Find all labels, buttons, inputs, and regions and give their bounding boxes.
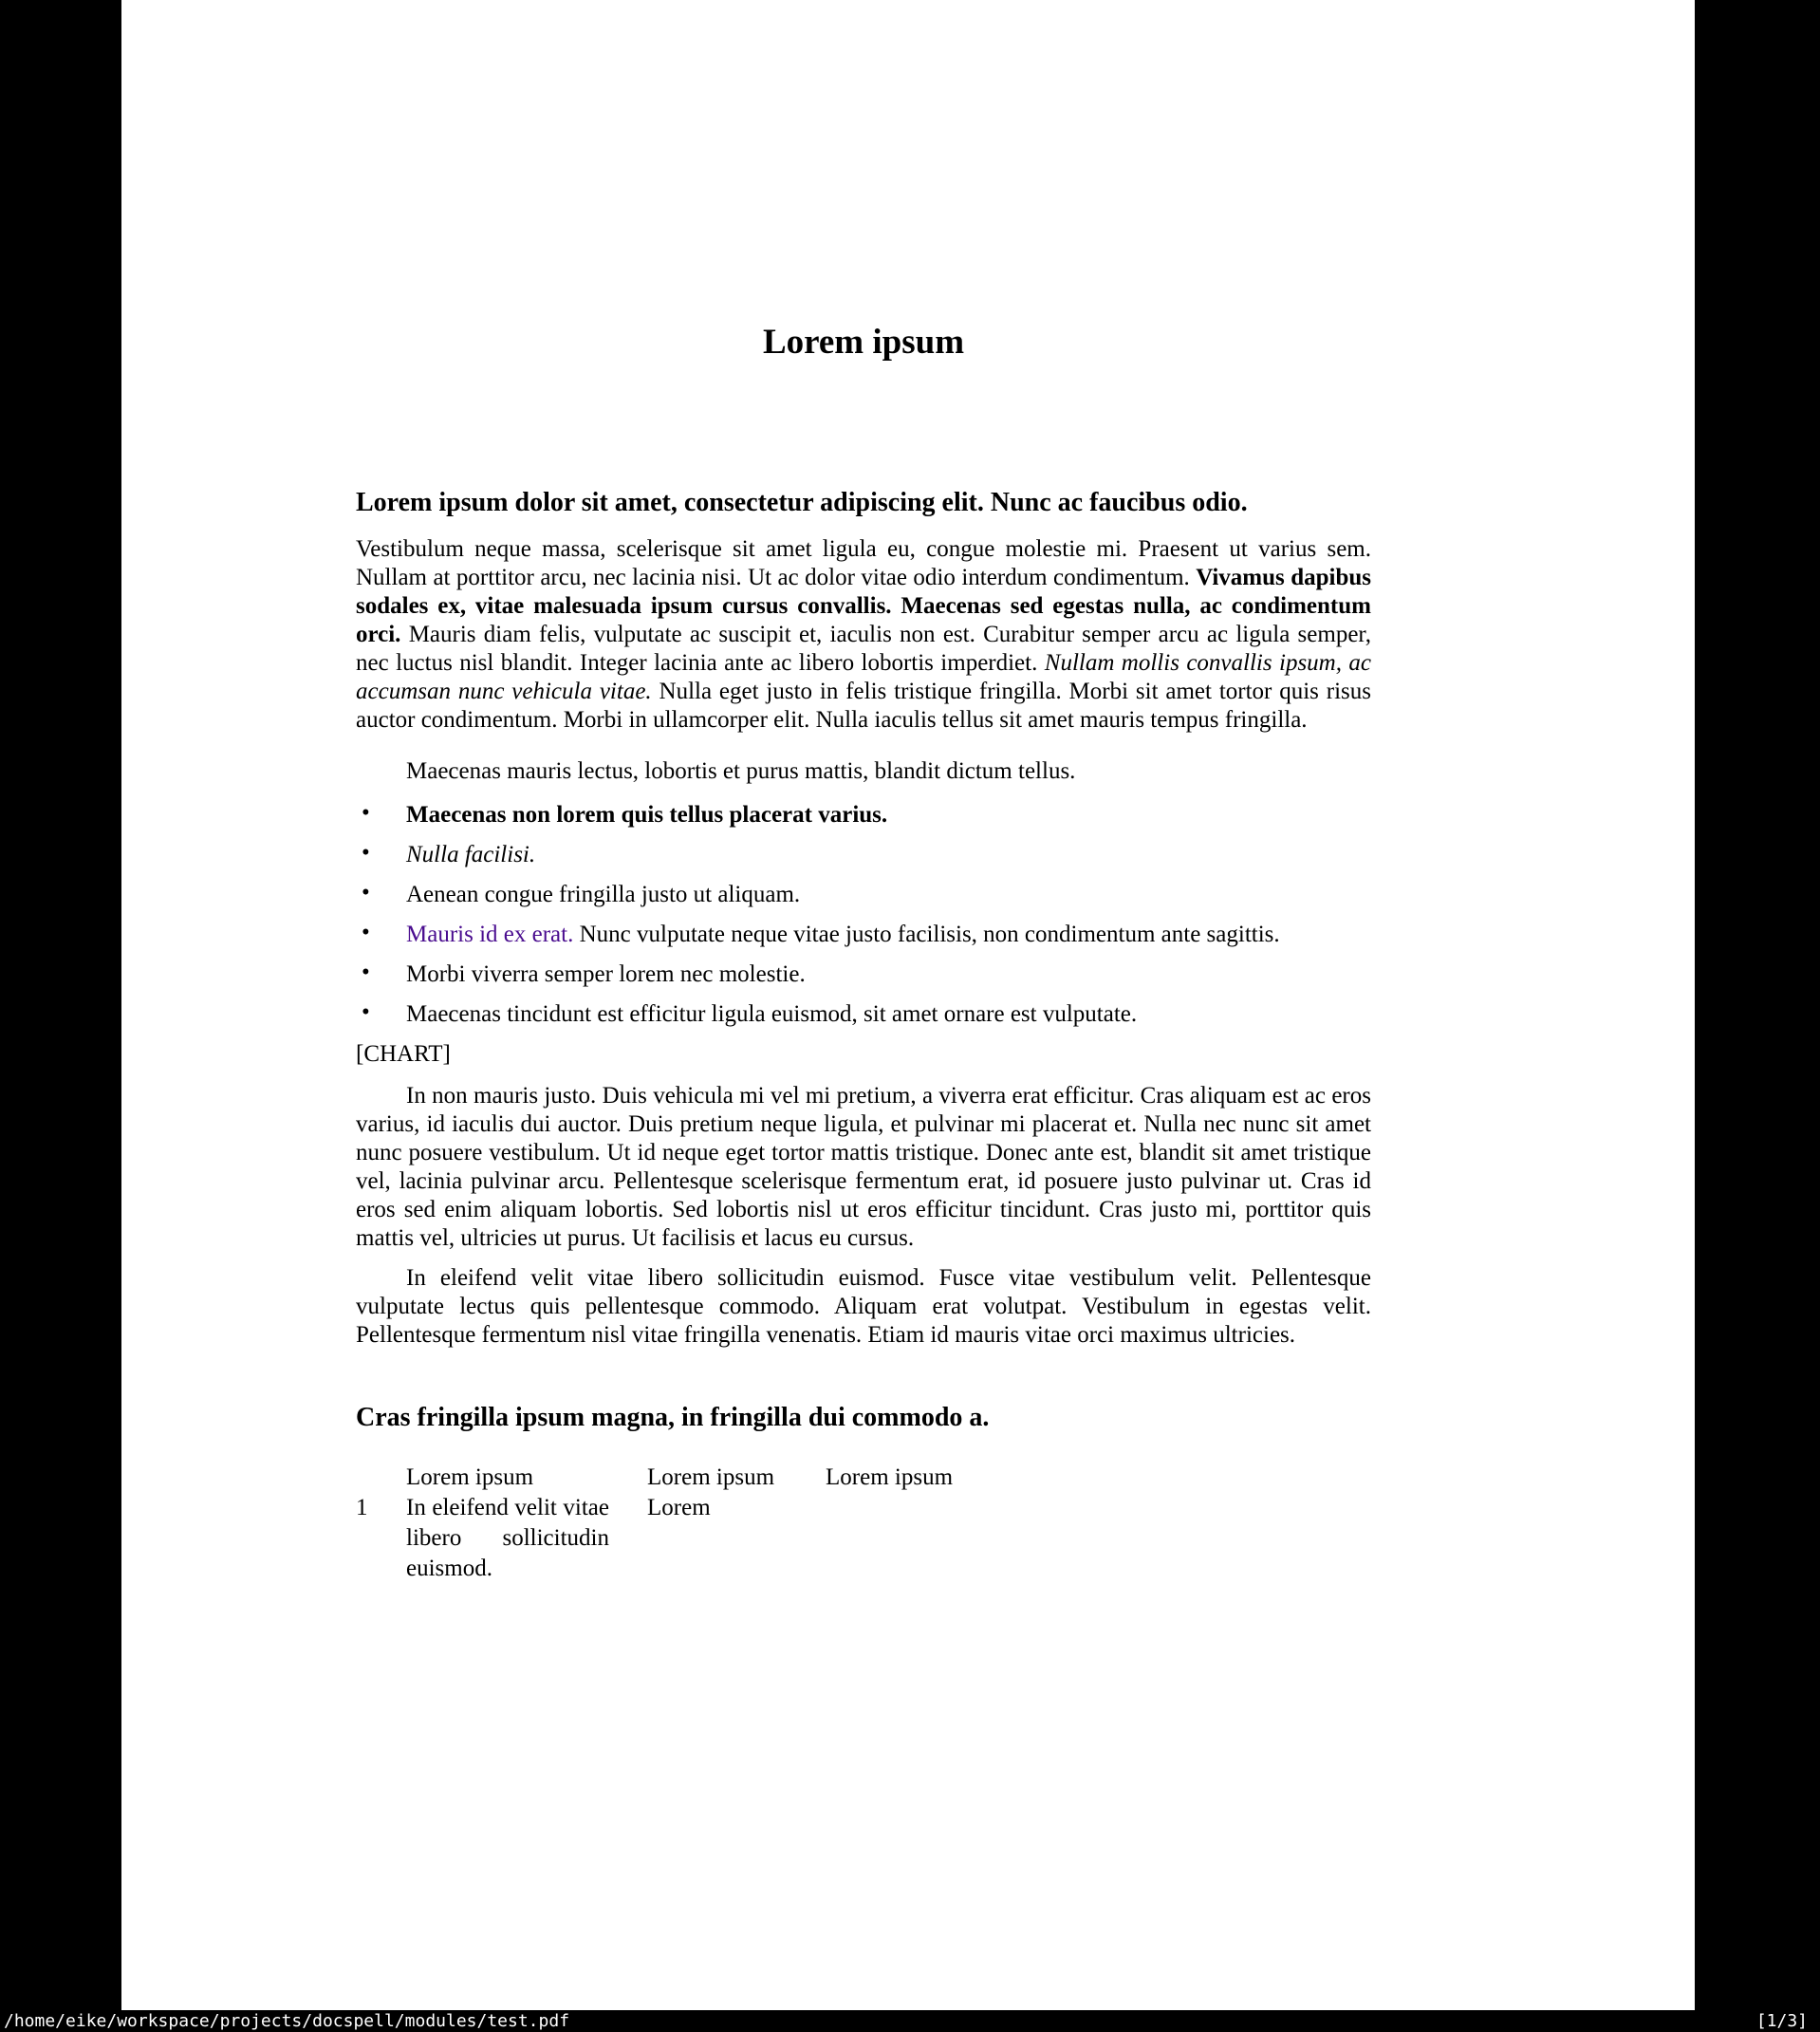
paragraph-1-text: Vestibulum neque massa, scelerisque sit amet ligula eu, congue molestie mi. Praesent ut varius sem. Nullam at porttitor arcu, nec lacinia nisi. Ut ac dolor vitae odio interdum condimentum. [356, 536, 1371, 591]
statusbar-file-path: /home/eike/workspace/projects/docspell/modules/test.pdf [4, 2011, 570, 2031]
table-header: Lorem ipsum [647, 1463, 775, 1490]
statusbar [0, 2010, 1820, 2032]
section-heading-1: Lorem ipsum dolor sit amet, consectetur adipiscing elit. Nunc ac faucibus odio. [356, 487, 1248, 517]
paragraph-1 [356, 535, 1371, 735]
list-item [356, 960, 1371, 989]
table-cell [826, 1493, 1110, 1584]
paragraph-4: In eleifend velit vitae libero sollicitudin euismod. Fusce vitae vestibulum velit. Pellentesque vulputate lectus quis pellentesque commodo. Aliquam erat volutpat. Vestibulum in egestas velit. Pellentesque fermentum nisl vitae fringilla venenatis. Etiam id mauris vitae orci maximus ultricies. [356, 1265, 1371, 1349]
paragraph-1-text: Mauris diam felis, vulputate ac suscipit et, iaculis non est. Curabitur semper arcu ac ligula semper, nec luctus nisl blandit. Integer lacinia ante ac libero lobortis imperdiet. [356, 622, 1371, 677]
statusbar-page-indicator: [1/3] [1755, 2011, 1808, 2031]
table-row [356, 1493, 1110, 1584]
link-text[interactable]: Mauris id ex erat. [406, 922, 574, 948]
paragraph-1-text: Nulla eget justo in felis tristique fringilla. Morbi sit amet tortor quis risus auctor condimentum. Morbi in ullamcorper elit. Nulla iaculis tellus sit amet mauris tempus fringilla. [356, 679, 1371, 734]
list-item [356, 1000, 1371, 1029]
list-item-text: Aenean congue fringilla justo ut aliquam. [406, 882, 801, 908]
list-item-text: Nunc vulputate neque vitae justo facilisis, non condimentum ante sagittis. [579, 922, 1280, 948]
row-number: 1 [356, 1494, 368, 1520]
list-item [356, 921, 1371, 949]
paragraph-1-italic-text: Nullam mollis convallis ipsum, ac accumsan nunc vehicula vitae. [356, 650, 1371, 705]
bullet-icon: • [362, 880, 370, 906]
bullet-list [356, 801, 1371, 1029]
table-cell: In eleifend velit vitae libero sollicitudin euismod. [406, 1494, 609, 1581]
list-item [356, 841, 1371, 869]
table-header: Lorem ipsum [826, 1463, 954, 1490]
paragraph-2: Maecenas mauris lectus, lobortis et purus mattis, blandit dictum tellus. [406, 758, 1076, 785]
lorem-table [356, 1463, 1110, 1584]
list-item-text: Nulla facilisi. [406, 842, 536, 868]
table-header: Lorem ipsum [406, 1463, 534, 1490]
bullet-icon: • [362, 920, 370, 946]
table-cell: Lorem [647, 1494, 711, 1520]
list-item [356, 801, 1371, 830]
bullet-icon: • [362, 999, 370, 1026]
table-header-empty [356, 1463, 406, 1493]
bullet-icon: • [362, 800, 370, 827]
list-item-text: Maecenas tincidunt est efficitur ligula euismod, sit amet ornare est vulputate. [406, 1001, 1138, 1028]
paragraph-3: In non mauris justo. Duis vehicula mi vel mi pretium, a viverra erat efficitur. Cras aliquam est ac eros varius, id iaculis dui auctor. Duis pretium neque ligula, et pulvinar mi placerat et. Nulla nec nunc sit amet nunc posuere vestibulum. Ut id neque eget tortor mattis tristique. Donec ante est, blandit sit amet tristique vel, lacinia pulvinar arcu. Pellentesque scelerisque fermentum erat, id posuere justo pulvinar ut. Cras id eros sed enim aliquam lobortis. Sed lobortis nisl ut eros efficitur tincidunt. Cras justo mi, porttitor quis mattis vel, ultricies ut purus. Ut facilisis et lacus eu cursus. [356, 1083, 1371, 1252]
list-item [356, 881, 1371, 909]
paragraph-1-bold-text: Vivamus dapibus sodales ex, vitae malesuada ipsum cursus convallis. Maecenas sed egestas nulla, ac condimentum orci. [356, 565, 1371, 648]
bullet-icon: • [362, 960, 370, 986]
chart-placeholder: [CHART] [356, 1041, 451, 1068]
list-item-text: Maecenas non lorem quis tellus placerat varius. [406, 802, 888, 829]
table-header-row [356, 1463, 1110, 1493]
section-heading-2: Cras fringilla ipsum magna, in fringilla dui commodo a. [356, 1403, 990, 1433]
list-item-text: Morbi viverra semper lorem nec molestie. [406, 961, 806, 988]
document-content [356, 0, 1371, 1584]
document-title: Lorem ipsum [762, 323, 965, 362]
document-page[interactable] [121, 0, 1695, 2010]
bullet-icon: • [362, 840, 370, 867]
